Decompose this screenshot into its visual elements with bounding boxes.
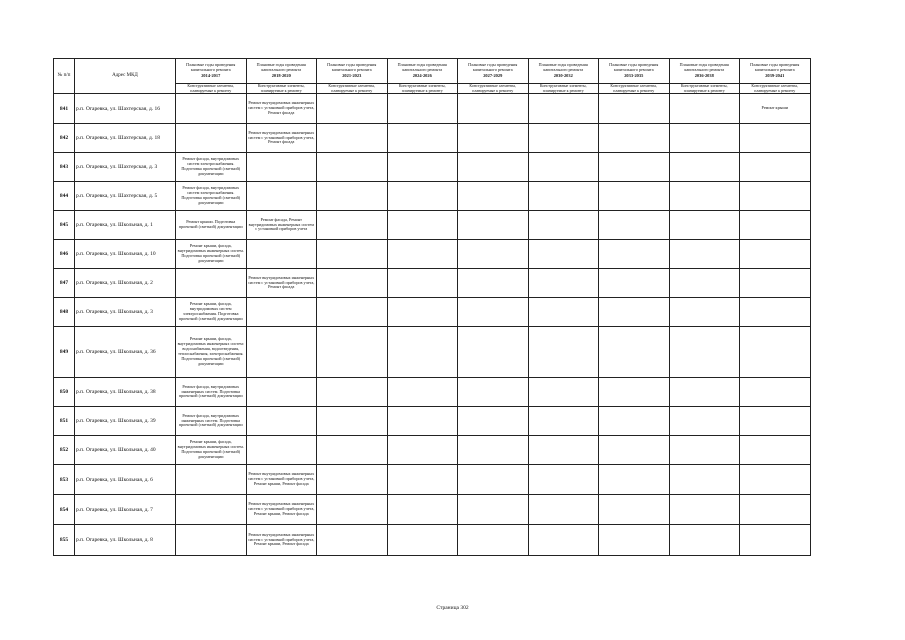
row-number: 853 <box>54 465 75 495</box>
table-row <box>54 525 811 556</box>
period-years: 2036-2038 <box>694 72 714 78</box>
col-header-period <box>599 59 670 84</box>
col-header-address: Адрес МКД <box>75 59 176 94</box>
table-row <box>54 495 811 525</box>
planned-works-cell: Ремонт крыши, фасада, внутридомовых инженерных систем. Подготовка проектной (сметной) документации <box>176 240 247 269</box>
header-row-main <box>54 59 811 84</box>
planned-works-cell <box>740 269 811 298</box>
col-header-period <box>740 59 811 84</box>
planned-works-cell <box>387 378 458 407</box>
planned-works-cell <box>458 378 529 407</box>
row-number: 847 <box>54 269 75 298</box>
planned-works-cell: Ремонт крыши, фасада, внутридомовых инженерных систем: водоснабжения, водоотведения, теплоснабжения, электроснабжения. Подготовка проектной (сметной) документации <box>176 327 247 378</box>
planned-works-cell <box>387 153 458 182</box>
planned-works-cell <box>528 240 599 269</box>
row-address: р.п. Огаревка, ул. Школьная, д. 6 <box>75 465 176 495</box>
planned-works-cell <box>458 211 529 240</box>
planned-works-cell <box>387 495 458 525</box>
planned-works-cell <box>458 298 529 327</box>
planned-works-cell <box>246 153 317 182</box>
planned-works-cell <box>246 378 317 407</box>
planned-works-cell <box>669 240 740 269</box>
planned-works-cell <box>458 407 529 436</box>
planned-works-cell <box>599 94 670 124</box>
planned-works-cell <box>317 436 388 465</box>
planned-works-cell <box>317 182 388 211</box>
col-header-num: № п/п <box>54 59 75 94</box>
planned-works-cell <box>246 327 317 378</box>
planned-works-cell <box>176 495 247 525</box>
col-subheader-elements: Конструктивные элементы, планируемые к ремонту <box>599 84 670 94</box>
planned-works-cell <box>317 153 388 182</box>
row-address: р.п. Огаревка, ул. Школьная, д. 1 <box>75 211 176 240</box>
planned-works-cell <box>458 465 529 495</box>
planned-works-cell <box>669 465 740 495</box>
planned-works-cell <box>740 182 811 211</box>
col-subheader-elements: Конструктивные элементы, планируемые к ремонту <box>176 84 247 94</box>
planned-works-cell <box>669 94 740 124</box>
col-header-period <box>458 59 529 84</box>
planned-works-cell <box>458 495 529 525</box>
planned-works-cell <box>387 298 458 327</box>
col-subheader-elements: Конструктивные элементы, планируемые к ремонту <box>669 84 740 94</box>
planned-works-cell <box>740 407 811 436</box>
planned-works-cell <box>317 525 388 556</box>
row-address: р.п. Огаревка, ул. Шахтерская, д. 16 <box>75 94 176 124</box>
row-number: 846 <box>54 240 75 269</box>
row-address: р.п. Огаревка, ул. Школьная, д. 2 <box>75 269 176 298</box>
planned-works-cell <box>387 94 458 124</box>
planned-works-cell <box>740 495 811 525</box>
planned-works-cell <box>740 525 811 556</box>
planned-works-cell <box>458 153 529 182</box>
planned-works-cell <box>176 269 247 298</box>
planned-works-cell <box>599 269 670 298</box>
planned-works-cell <box>387 327 458 378</box>
planned-works-cell <box>458 182 529 211</box>
planned-works-cell <box>740 378 811 407</box>
planned-works-cell <box>317 495 388 525</box>
period-title: Плановые годы проведения капитального ремонта <box>186 62 236 73</box>
capital-repair-table <box>53 58 811 556</box>
planned-works-cell <box>599 211 670 240</box>
planned-works-cell <box>317 269 388 298</box>
planned-works-cell <box>669 269 740 298</box>
table-row <box>54 211 811 240</box>
col-header-period <box>528 59 599 84</box>
planned-works-cell <box>669 436 740 465</box>
planned-works-cell <box>528 525 599 556</box>
period-title: Плановые годы проведения капитального ремонта <box>679 62 729 73</box>
row-number: 841 <box>54 94 75 124</box>
col-subheader-elements: Конструктивные элементы, планируемые к ремонту <box>246 84 317 94</box>
table-row <box>54 465 811 495</box>
planned-works-cell <box>599 327 670 378</box>
planned-works-cell <box>387 525 458 556</box>
col-subheader-elements: Конструктивные элементы, планируемые к ремонту <box>458 84 529 94</box>
planned-works-cell <box>740 298 811 327</box>
planned-works-cell <box>669 298 740 327</box>
col-subheader-elements: Конструктивные элементы, планируемые к ремонту <box>740 84 811 94</box>
period-title: Плановые годы проведения капитального ремонта <box>397 62 447 73</box>
planned-works-cell <box>317 378 388 407</box>
col-header-period <box>246 59 317 84</box>
planned-works-cell <box>669 378 740 407</box>
planned-works-cell: Ремонт внутридомовых инженерных систем с установкой приборов учета, Ремонт крыши, Ремонт фасада <box>246 495 317 525</box>
table-row <box>54 436 811 465</box>
planned-works-cell <box>669 495 740 525</box>
row-address: р.п. Огаревка, ул. Школьная, д. 40 <box>75 436 176 465</box>
planned-works-cell <box>528 124 599 153</box>
period-years: 2024-2026 <box>412 72 432 78</box>
planned-works-cell <box>387 211 458 240</box>
planned-works-cell <box>599 378 670 407</box>
row-address: р.п. Огаревка, ул. Шахтерская, д. 5 <box>75 182 176 211</box>
planned-works-cell: Ремонт внутридомовых инженерных систем с установкой приборов учета, Ремонт фасада <box>246 94 317 124</box>
planned-works-cell <box>317 465 388 495</box>
row-address: р.п. Огаревка, ул. Школьная, д. 7 <box>75 495 176 525</box>
period-title: Плановые годы проведения капитального ремонта <box>468 62 518 73</box>
planned-works-cell <box>528 211 599 240</box>
row-address: р.п. Огаревка, ул. Шахтерская, д. 18 <box>75 124 176 153</box>
planned-works-cell <box>669 525 740 556</box>
planned-works-cell <box>669 211 740 240</box>
planned-works-cell <box>528 269 599 298</box>
planned-works-cell: Ремонт фасада, внутридомовых систем электроснабжения. Подготовка проектной (сметной) документации <box>176 182 247 211</box>
planned-works-cell <box>176 465 247 495</box>
planned-works-cell <box>740 465 811 495</box>
planned-works-cell: Ремонт внутридомовых инженерных систем с установкой приборов учета, Ремонт крыши, Ремонт фасада <box>246 525 317 556</box>
planned-works-cell: Ремонт внутридомовых инженерных систем с установкой приборов учета, Ремонт фасада <box>246 269 317 298</box>
planned-works-cell <box>599 124 670 153</box>
col-subheader-elements: Конструктивные элементы, планируемые к ремонту <box>317 84 388 94</box>
planned-works-cell <box>317 94 388 124</box>
planned-works-cell: Ремонт фасада, внутридомовых систем электроснабжения. Подготовка проектной (сметной) документации <box>176 153 247 182</box>
planned-works-cell <box>176 124 247 153</box>
row-number: 843 <box>54 153 75 182</box>
period-title: Плановые годы проведения капитального ремонта <box>256 62 306 73</box>
planned-works-cell: Ремонт фасада, внутридомовых инженерных систем. Подготовка проектной (сметной) документации <box>176 378 247 407</box>
planned-works-cell <box>458 124 529 153</box>
row-number: 848 <box>54 298 75 327</box>
planned-works-cell <box>246 182 317 211</box>
row-address: р.п. Огаревка, ул. Школьная, д. 8 <box>75 525 176 556</box>
row-number: 852 <box>54 436 75 465</box>
planned-works-cell <box>528 465 599 495</box>
planned-works-cell <box>528 378 599 407</box>
planned-works-cell: Ремонт крыши. Подготовка проектной (сметной) документации <box>176 211 247 240</box>
planned-works-cell <box>669 327 740 378</box>
planned-works-cell <box>387 436 458 465</box>
planned-works-cell <box>599 465 670 495</box>
col-header-period <box>669 59 740 84</box>
planned-works-cell: Ремонт крыши <box>740 94 811 124</box>
period-years: 2039-2041 <box>765 72 785 78</box>
planned-works-cell <box>246 298 317 327</box>
planned-works-cell <box>387 407 458 436</box>
row-number: 842 <box>54 124 75 153</box>
planned-works-cell: Ремонт крыши, фасада, внутридомовых систем электроснабжения. Подготовка проектной (сметной) документации <box>176 298 247 327</box>
row-number: 851 <box>54 407 75 436</box>
planned-works-cell <box>528 436 599 465</box>
planned-works-cell <box>528 182 599 211</box>
planned-works-cell <box>599 495 670 525</box>
table-body <box>54 94 811 556</box>
table-row <box>54 182 811 211</box>
table-row <box>54 407 811 436</box>
planned-works-cell <box>740 436 811 465</box>
period-years: 2018-2020 <box>271 72 291 78</box>
table-row <box>54 327 811 378</box>
table-row <box>54 269 811 298</box>
planned-works-cell <box>317 124 388 153</box>
row-number: 855 <box>54 525 75 556</box>
table-row <box>54 153 811 182</box>
row-number: 854 <box>54 495 75 525</box>
planned-works-cell <box>317 240 388 269</box>
planned-works-cell <box>387 465 458 495</box>
planned-works-cell <box>740 153 811 182</box>
planned-works-cell: Ремонт крыши, фасада, внутридомовых инженерных систем. Подготовка проектной (сметной) документации <box>176 436 247 465</box>
planned-works-cell <box>528 94 599 124</box>
planned-works-cell <box>528 495 599 525</box>
planned-works-cell: Ремонт внутридомовых инженерных систем с установкой приборов учета, Ремонт фасада <box>246 124 317 153</box>
col-header-period <box>317 59 388 84</box>
planned-works-cell: Ремонт фасада, внутридомовых инженерных систем. Подготовка проектной (сметной) документации <box>176 407 247 436</box>
row-address: р.п. Огаревка, ул. Школьная, д. 36 <box>75 327 176 378</box>
planned-works-cell <box>458 94 529 124</box>
col-header-period <box>387 59 458 84</box>
row-number: 850 <box>54 378 75 407</box>
period-title: Плановые годы проведения капитального ремонта <box>609 62 659 73</box>
planned-works-cell: Ремонт внутридомовых инженерных систем с установкой приборов учета, Ремонт крыши, Ремонт фасада <box>246 465 317 495</box>
planned-works-cell <box>387 124 458 153</box>
row-address: р.п. Огаревка, ул. Школьная, д. 3 <box>75 298 176 327</box>
planned-works-cell <box>599 153 670 182</box>
row-address: р.п. Огаревка, ул. Школьная, д. 10 <box>75 240 176 269</box>
planned-works-cell: Ремонт фасада, Ремонт внутридомовых инженерных систем с установкой приборов учета <box>246 211 317 240</box>
table-row <box>54 298 811 327</box>
planned-works-cell <box>458 240 529 269</box>
planned-works-cell <box>387 182 458 211</box>
col-subheader-elements: Конструктивные элементы, планируемые к ремонту <box>528 84 599 94</box>
planned-works-cell <box>176 94 247 124</box>
planned-works-cell <box>599 525 670 556</box>
planned-works-cell <box>458 436 529 465</box>
planned-works-cell <box>740 124 811 153</box>
planned-works-cell <box>740 211 811 240</box>
planned-works-cell <box>740 240 811 269</box>
table-row <box>54 378 811 407</box>
table-row <box>54 124 811 153</box>
planned-works-cell <box>528 298 599 327</box>
planned-works-cell <box>246 240 317 269</box>
planned-works-cell <box>740 327 811 378</box>
planned-works-cell <box>387 269 458 298</box>
planned-works-cell <box>246 436 317 465</box>
row-address: р.п. Огаревка, ул. Школьная, д. 38 <box>75 378 176 407</box>
row-number: 849 <box>54 327 75 378</box>
planned-works-cell <box>458 525 529 556</box>
table-row <box>54 240 811 269</box>
table-row <box>54 94 811 124</box>
period-years: 2027-2029 <box>483 72 503 78</box>
period-years: 2030-2032 <box>553 72 573 78</box>
period-title: Плановые годы проведения капитального ремонта <box>327 62 377 73</box>
planned-works-cell <box>458 269 529 298</box>
row-number: 845 <box>54 211 75 240</box>
row-number: 844 <box>54 182 75 211</box>
planned-works-cell <box>387 240 458 269</box>
planned-works-cell <box>458 327 529 378</box>
planned-works-cell <box>669 182 740 211</box>
period-title: Плановые годы проведения капитального ремонта <box>750 62 800 73</box>
planned-works-cell <box>669 407 740 436</box>
row-address: р.п. Огаревка, ул. Школьная, д. 39 <box>75 407 176 436</box>
planned-works-cell <box>317 298 388 327</box>
planned-works-cell <box>317 407 388 436</box>
planned-works-cell <box>528 407 599 436</box>
period-years: 2014-2017 <box>201 72 221 78</box>
planned-works-cell <box>599 407 670 436</box>
planned-works-cell <box>317 327 388 378</box>
planned-works-cell <box>669 153 740 182</box>
planned-works-cell <box>246 407 317 436</box>
planned-works-cell <box>599 298 670 327</box>
planned-works-cell <box>176 525 247 556</box>
planned-works-cell <box>599 436 670 465</box>
period-years: 2021-2023 <box>342 72 362 78</box>
col-header-period <box>176 59 247 84</box>
planned-works-cell <box>528 153 599 182</box>
period-years: 2033-2035 <box>624 72 644 78</box>
planned-works-cell <box>317 211 388 240</box>
planned-works-cell <box>669 124 740 153</box>
planned-works-cell <box>528 327 599 378</box>
col-subheader-elements: Конструктивные элементы, планируемые к ремонту <box>387 84 458 94</box>
period-title: Плановые годы проведения капитального ремонта <box>538 62 588 73</box>
page-number: Страница 302 <box>436 605 469 611</box>
planned-works-cell <box>599 240 670 269</box>
planned-works-cell <box>599 182 670 211</box>
row-address: р.п. Огаревка, ул. Шахтерская, д. 3 <box>75 153 176 182</box>
